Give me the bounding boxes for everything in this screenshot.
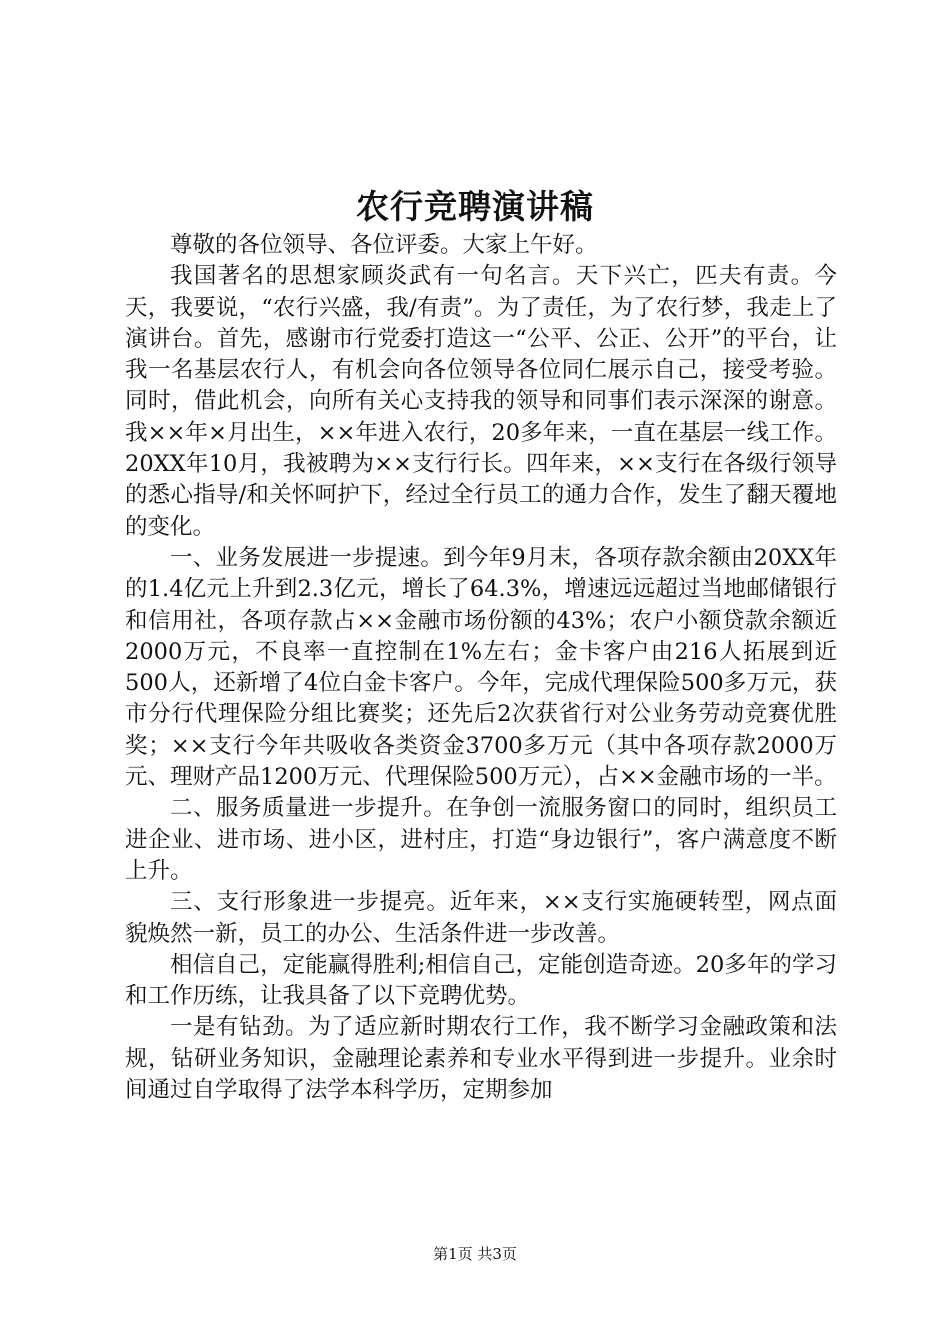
paragraph-business-growth: 一、业务发展进一步提速。到今年9月末，各项存款余额由20XX年的1.4亿元上升到2.3亿元，增长了64.3%，增速远远超过当地邮储银行和信用社，各项存款占××金融市场份额的43%；农户小额贷款余额近2000万元，不良率一直控制在1%左右；金卡客户由216人拓展到近500人，还新增了4位白金卡客户。今年，完成代理保险500多万元，获市分行代理保险分组比赛奖；还先后2次获省行对公业务劳动竞赛优胜奖；××支行今年共吸收各类资金3700多万元（其中各项存款2000万元、理财产品1200万元、代理保险500万元），占××金融市场的一半。: [125, 544, 837, 791]
paragraph-service-quality: 二、服务质量进一步提升。在争创一流服务窗口的同时，组织员工进企业、进市场、进小区，进村庄，打造“身边银行”，客户满意度不断上升。: [125, 795, 837, 884]
paragraph-introduction: 我国著名的思想家顾炎武有一句名言。天下兴亡，匹夫有责。今天，我要说，“农行兴盛，我/有责”。为了责任，为了农行梦，我走上了演讲台。首先，感谢市行党委打造这一“公平、公正、公开”的平台，让我一名基层农行人，有机会向各位领导各位同仁展示自己，接受考验。同时，借此机会，向所有关心支持我的领导和同事们表示深深的谢意。我××年×月出生，××年进入农行，20多年来，一直在基层一线工作。20XX年10月，我被聘为××支行行长。四年来，××支行在各级行领导的悉心指导/和关怀呵护下，经过全行员工的通力合作，发生了翻天覆地的变化。: [125, 263, 837, 540]
page-number-footer: 第1页 共3页: [433, 1245, 517, 1263]
paragraph-greeting: 尊敬的各位领导、各位评委。大家上午好。: [170, 232, 598, 258]
document-body: [125, 230, 837, 1106]
paragraph-confidence: 相信自己，定能赢得胜利;相信自己，定能创造奇迹。20多年的学习和工作历练，让我具备了以下竞聘优势。: [125, 951, 837, 1010]
paragraph-advantage-diligence: 一是有钻劲。为了适应新时期农行工作，我不断学习金融政策和法规，钻研业务知识，金融理论素养和专业水平得到进一步提升。业余时间通过自学取得了法学本科学历，定期参加: [125, 1014, 837, 1104]
document-title: 农行竞聘演讲稿: [356, 187, 594, 226]
paragraph-branch-image: 三、支行形象进一步提亮。近年来，××支行实施硬转型，网点面貌焕然一新，员工的办公、生活条件进一步改善。: [125, 889, 837, 947]
